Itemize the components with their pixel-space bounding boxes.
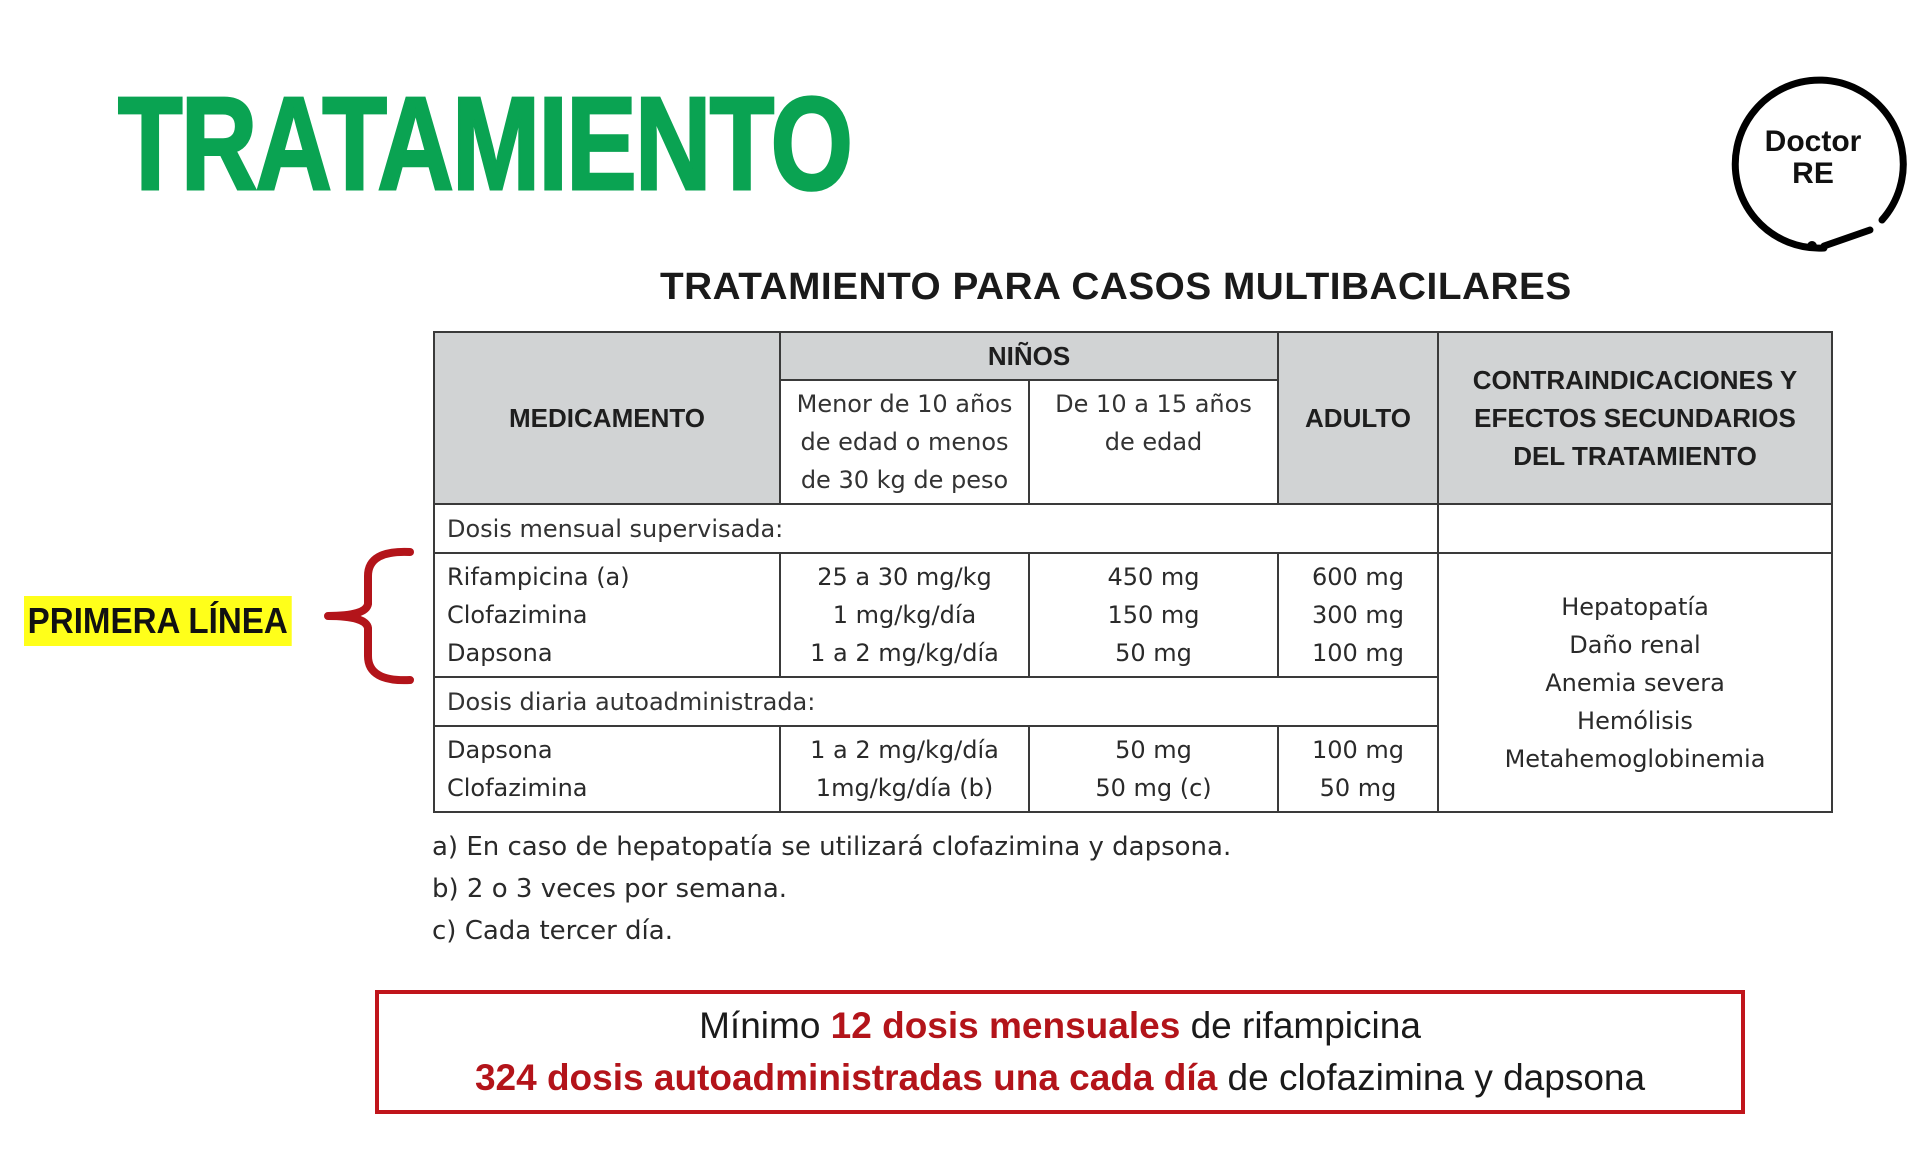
header-contraindications: CONTRAINDICACIONES Y EFECTOS SECUNDARIOS DEL TRATAMIENTO — [1438, 332, 1832, 504]
curly-brace-icon — [318, 546, 418, 686]
daily-10to15-doses: 50 mg 50 mg (c) — [1029, 726, 1278, 812]
header-children-under-10: Menor de 10 años de edad o menos de 30 kg de peso — [780, 380, 1029, 504]
summary-line-2: 324 dosis autoadministradas una cada día de clofazimina y dapsona — [474, 1057, 1646, 1098]
page-title: TRATAMIENTO — [118, 70, 852, 217]
footnotes — [432, 826, 1231, 952]
summary-line-1: Mínimo 12 dosis mensuales de rifampicina — [699, 1005, 1421, 1046]
daily-drugs: Dapsona Clofazimina — [434, 726, 780, 812]
logo-text-doctor: Doctor — [1764, 125, 1862, 158]
empty-cell — [1438, 504, 1832, 553]
monthly-10to15-doses: 450 mg 150 mg 50 mg — [1029, 553, 1278, 677]
header-children-10-to-15: De 10 a 15 años de edad — [1029, 380, 1278, 504]
table-title: TRATAMIENTO PARA CASOS MULTIBACILARES — [660, 266, 1572, 308]
monthly-adult-doses: 600 mg 300 mg 100 mg — [1278, 553, 1438, 677]
header-drug: MEDICAMENTO — [434, 332, 780, 504]
header-children: NIÑOS — [780, 332, 1278, 380]
side-effects-list: Hepatopatía Daño renal Anemia severa Hemólisis Metahemoglobinemia — [1438, 553, 1832, 812]
first-line-label: PRIMERA LÍNEA — [24, 596, 291, 646]
footnote-c: c) Cada tercer día. — [432, 916, 673, 946]
logo-text-re: RE — [1792, 157, 1834, 190]
footnote-a: a) En caso de hepatopatía se utilizará clofazimina y dapsona. — [432, 832, 1232, 862]
daily-adult-doses: 100 mg 50 mg — [1278, 726, 1438, 812]
footnote-b: b) 2 o 3 veces por semana. — [432, 874, 788, 904]
treatment-table — [433, 331, 1833, 813]
header-adult: ADULTO — [1278, 332, 1438, 504]
daily-under10-doses: 1 a 2 mg/kg/día 1mg/kg/día (b) — [780, 726, 1029, 812]
doctor-re-logo — [1722, 70, 1912, 260]
section-monthly: Dosis mensual supervisada: — [434, 504, 1438, 553]
summary-box — [375, 990, 1745, 1114]
monthly-under10-doses: 25 a 30 mg/kg 1 mg/kg/día 1 a 2 mg/kg/día — [780, 553, 1029, 677]
monthly-drugs: Rifampicina (a) Clofazimina Dapsona — [434, 553, 780, 677]
section-daily: Dosis diaria autoadministrada: — [434, 677, 1438, 726]
